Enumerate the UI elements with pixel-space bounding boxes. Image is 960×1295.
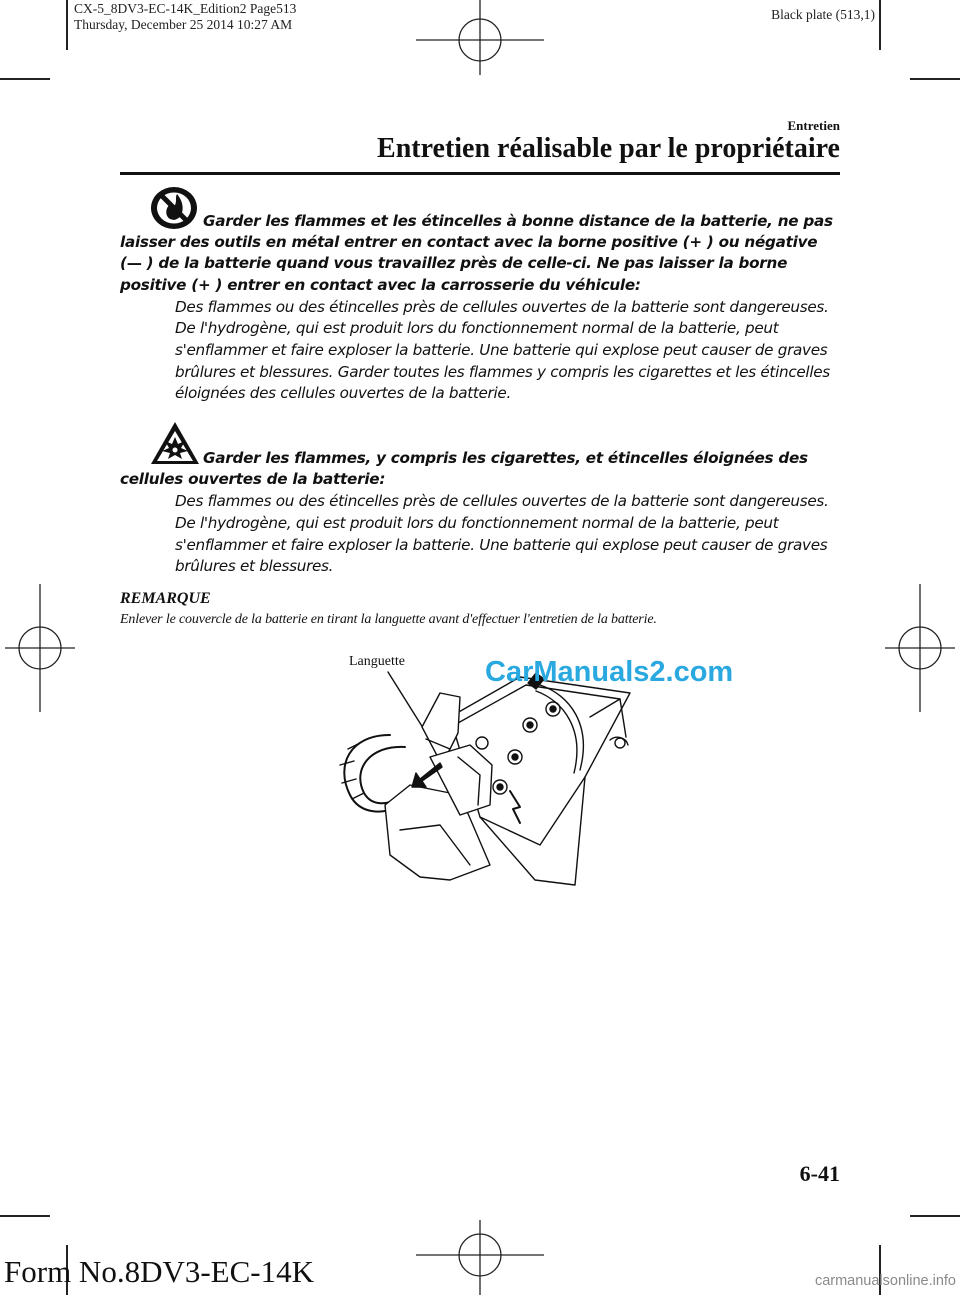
form-number: Form No.8DV3-EC-14K [4, 1254, 314, 1289]
section-label: Entretien [787, 118, 840, 133]
figure-label: Languette [349, 654, 405, 669]
print-meta-line2: Thursday, December 25 2014 10:27 AM [74, 17, 293, 32]
warning-flames-metal [120, 186, 842, 405]
print-meta-line1: CX-5_8DV3-EC-14K_Edition2 Page513 [74, 1, 297, 16]
warning2-heading: Garder les flammes, y compris les cigarettes, et étincelles éloignées des cellules ouvertes de la batterie: [120, 449, 808, 489]
explosion-hazard-icon [150, 420, 200, 466]
warning1-head-c: ) de la batterie quand vous travaillez près de celle-ci. Ne pas laisser la borne positive ( [120, 254, 788, 294]
warning1-head-b: ) ou négative ( [120, 233, 818, 273]
warning1-heading [120, 186, 842, 296]
warning1-head-a: Garder les flammes et les étincelles à bonne distance de la batterie, ne pas laisser des outils en métal entrer en contact avec la borne positive ( [120, 212, 833, 252]
note-heading: REMARQUE [120, 590, 211, 607]
print-meta [74, 1, 296, 33]
header-rule [120, 172, 840, 175]
warning-explosion [120, 420, 842, 578]
watermark: CarManuals2.com [485, 656, 734, 688]
warning1-body: Des flammes ou des étincelles près de cellules ouvertes de la batterie sont dangereuses. De l'hydrogène, qui est produit lors du fonctionnement normal de la batterie, peut s'enflammer et faire exploser la batterie. Une batterie qui explose peut causer de graves brûlures et blessures. Garder toutes les flammes y compris les cigarettes et les étincelles éloignées des cellules ouvertes de la batterie. [175, 297, 830, 403]
battery-figure [330, 665, 640, 890]
minus-symbol: — [126, 254, 142, 273]
warning1-head-d: ) entrer en contact avec la carrosserie du véhicule: [210, 275, 641, 294]
plus-symbol-2: + [197, 275, 211, 294]
no-flames-icon [150, 186, 198, 230]
note-body: Enlever le couvercle de la batterie en tirant la languette avant d'effectuer l'entretien de la batterie. [120, 612, 657, 627]
warning2-body: Des flammes ou des étincelles près de cellules ouvertes de la batterie sont dangereuses. De l'hydrogène, qui est produit lors du fonctionnement normal de la batterie, peut s'enflammer et faire exploser la batterie. Une batterie qui explose peut causer de graves brûlures et blessures. [175, 492, 829, 576]
print-plate: Black plate (513,1) [771, 7, 875, 22]
page-number: 6-41 [799, 1161, 840, 1186]
plus-symbol: + [689, 233, 702, 252]
footer-watermark: carmanualsonline.info [814, 1273, 956, 1289]
page-title: Entretien réalisable par le propriétaire [377, 133, 840, 164]
